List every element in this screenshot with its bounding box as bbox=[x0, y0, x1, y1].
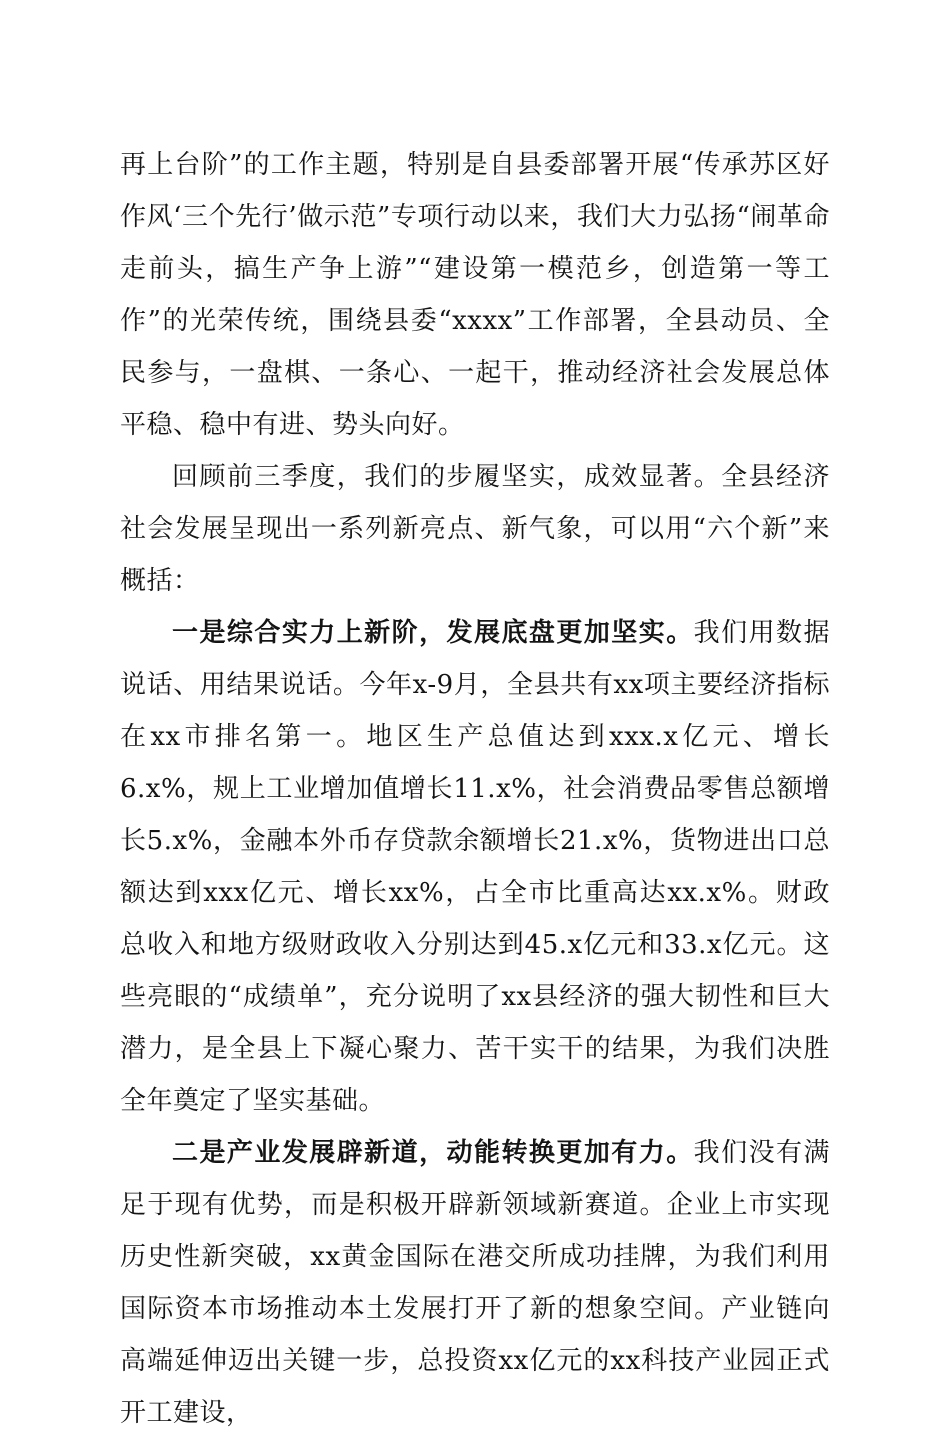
paragraph-lead-heading: 一是综合实力上新阶，发展底盘更加坚实。 bbox=[172, 618, 694, 648]
paragraph-point-one bbox=[120, 607, 830, 1127]
paragraph-continuation bbox=[120, 139, 830, 451]
paragraph-review bbox=[120, 451, 830, 607]
paragraph-text: 我们用数据说话、用结果说话。今年x-9月，全县共有xx项主要经济指标在xx市排名第一。地区生产总值达到xxx.x亿元、增长6.x%，规上工业增加值增长11.x%，社会消费品零售总额增长5.x%，金融本外币存贷款余额增长21.x%，货物进出口总额达到xxx亿元、增长xx%，占全市比重高达xx.x%。财政总收入和地方级财政收入分别达到45.x亿元和33.x亿元。这些亮眼的“成绩单”，充分说明了xx县经济的强大韧性和巨大潜力，是全县上下凝心聚力、苦干实干的结果，为我们决胜全年奠定了坚实基础。 bbox=[120, 618, 830, 1116]
paragraph-text: 再上台阶”的工作主题，特别是自县委部署开展“传承苏区好作风‘三个先行’做示范”专项行动以来，我们大力弘扬“闹革命走前头，搞生产争上游”“建设第一模范乡，创造第一等工作”的光荣传统，围绕县委“xxxx”工作部署，全县动员、全民参与，一盘棋、一条心、一起干，推动经济社会发展总体平稳、稳中有进、势头向好。 bbox=[120, 150, 830, 440]
paragraph-text: 我们没有满足于现有优势，而是积极开辟新领域新赛道。企业上市实现历史性新突破，xx黄金国际在港交所成功挂牌，为我们利用国际资本市场推动本土发展打开了新的想象空间。产业链向高端延伸迈出关键一步，总投资xx亿元的xx科技产业园正式开工建设， bbox=[120, 1138, 830, 1428]
paragraph-text: 回顾前三季度，我们的步履坚实，成效显著。全县经济社会发展呈现出一系列新亮点、新气象，可以用“六个新”来概括： bbox=[120, 462, 830, 596]
paragraph-lead-heading: 二是产业发展辟新道，动能转换更加有力。 bbox=[172, 1138, 694, 1168]
paragraph-point-two bbox=[120, 1127, 830, 1439]
body-text bbox=[120, 139, 830, 1439]
